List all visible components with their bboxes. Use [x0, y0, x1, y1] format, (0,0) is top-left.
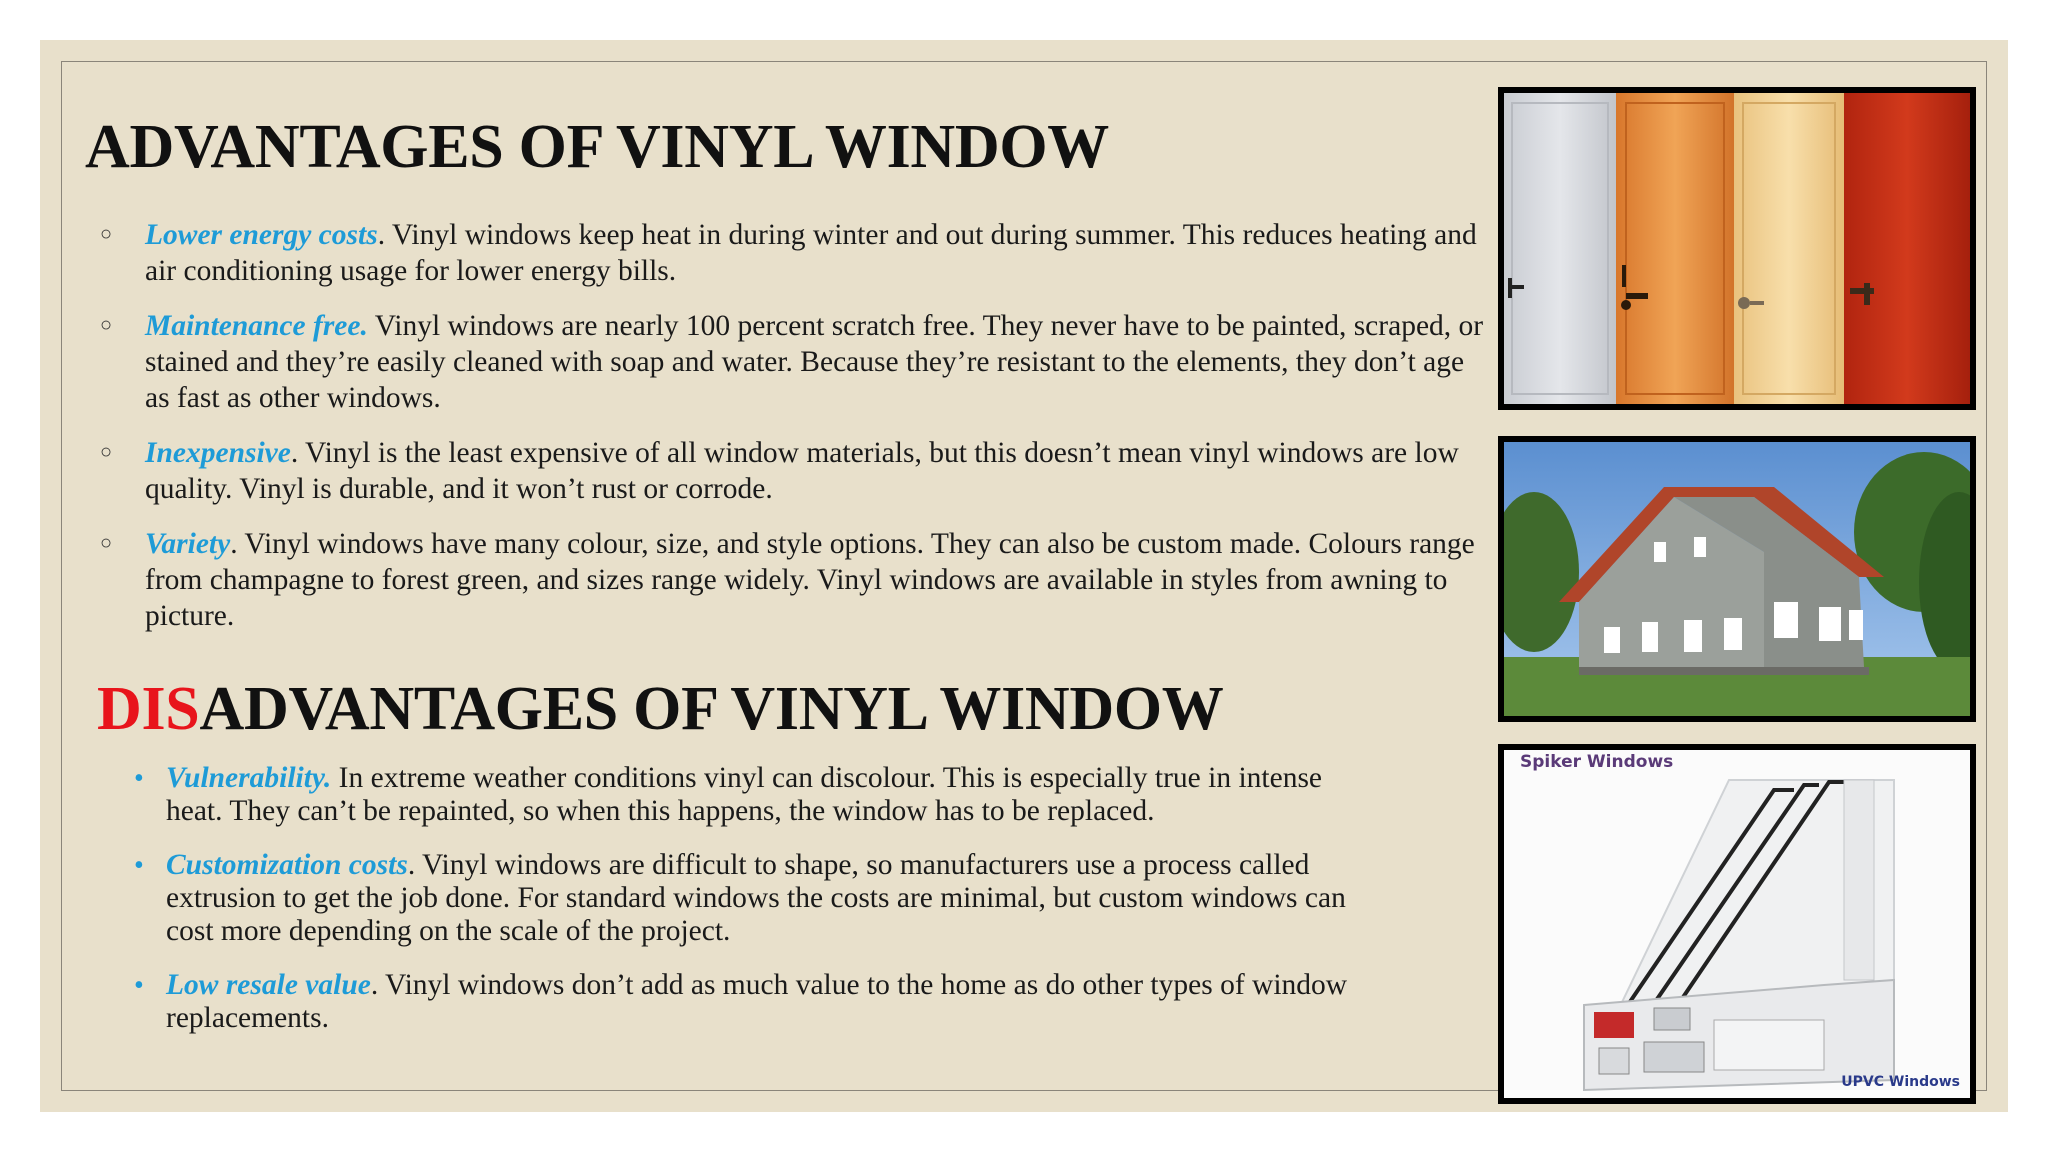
disadvantage-text: . Vinyl windows are difficult to shape, so manufacturers use a process called extrusion to get the job done. For standard windows the costs are minimal, but custom windows can cost more depending on the scale of the project.: [166, 849, 1346, 947]
hollow-circle-bullet-icon: ○: [100, 441, 113, 463]
house-illustration: [1504, 442, 1970, 716]
advantage-text: . Vinyl is the least expensive of all window materials, but this doesn’t mean vinyl windows are low quality. Vinyl is durable, and it won’t rust or corrode.: [145, 437, 1459, 505]
advantages-title: [85, 112, 1109, 183]
disadvantages-title-prefix: DIS: [97, 675, 200, 743]
disadvantage-text: . Vinyl windows don’t add as much value to the home as do other types of window replacements.: [166, 969, 1348, 1034]
advantage-term: Inexpensive: [145, 437, 291, 469]
filled-bullet-icon: •: [134, 970, 144, 1001]
disadvantage-item: [122, 762, 1352, 828]
disadvantage-term: Vulnerability.: [166, 762, 332, 794]
advantage-item: [90, 435, 1490, 507]
advantage-item: [90, 217, 1490, 289]
disadvantage-text: In extreme weather conditions vinyl can discolour. This is especially true in intense heat. They can’t be repainted, so when this happens, the window has to be replaced.: [166, 762, 1323, 827]
pvc-doors-photo: [1498, 87, 1976, 410]
window-caption-top: Spiker Windows: [1520, 752, 1674, 772]
advantage-text: Vinyl windows are nearly 100 percent scratch free. They never have to be painted, scraped, or stained and they’re easily cleaned with soap and water. Because they’re resistant to the elements, they don’t age as fast as other windows.: [145, 310, 1484, 414]
vinyl-house-photo: [1498, 436, 1976, 722]
window-profile-illustration: [1504, 750, 1970, 1098]
advantage-term: Maintenance free.: [145, 310, 368, 342]
disadvantage-term: Customization costs: [166, 849, 408, 881]
upvc-window-profile-photo: [1498, 744, 1976, 1104]
advantage-text: . Vinyl windows have many colour, size, and style options. They can also be custom made. Colours range from champagne to forest green, and sizes range widely. Vinyl windows are available in styles from awning to picture.: [145, 528, 1475, 632]
filled-bullet-icon: •: [134, 850, 144, 881]
pvc-doors-illustration: [1504, 93, 1970, 404]
disadvantage-item: [122, 969, 1352, 1035]
disadvantage-term: Low resale value: [166, 969, 371, 1001]
disadvantages-title-rest: ADVANTAGES OF VINYL WINDOW: [199, 675, 1224, 743]
slide: [40, 40, 2008, 1112]
advantage-term: Variety: [145, 528, 231, 560]
advantage-text: . Vinyl windows keep heat in during winter and out during summer. This reduces heating and air conditioning usage for lower energy bills.: [145, 219, 1477, 287]
hollow-circle-bullet-icon: ○: [100, 314, 113, 336]
advantage-item: [90, 308, 1490, 416]
filled-bullet-icon: •: [134, 763, 144, 794]
advantages-list: [90, 217, 1490, 653]
advantage-item: [90, 526, 1490, 634]
advantage-term: Lower energy costs: [145, 219, 378, 251]
hollow-circle-bullet-icon: ○: [100, 532, 113, 554]
advantages-title-text: ADVANTAGES OF VINYL WINDOW: [85, 113, 1110, 181]
disadvantages-list: [122, 762, 1352, 1056]
hollow-circle-bullet-icon: ○: [100, 223, 113, 245]
disadvantage-item: [122, 849, 1352, 948]
window-caption-bottom: UPVC Windows: [1841, 1074, 1960, 1090]
disadvantages-title: [97, 674, 1224, 745]
